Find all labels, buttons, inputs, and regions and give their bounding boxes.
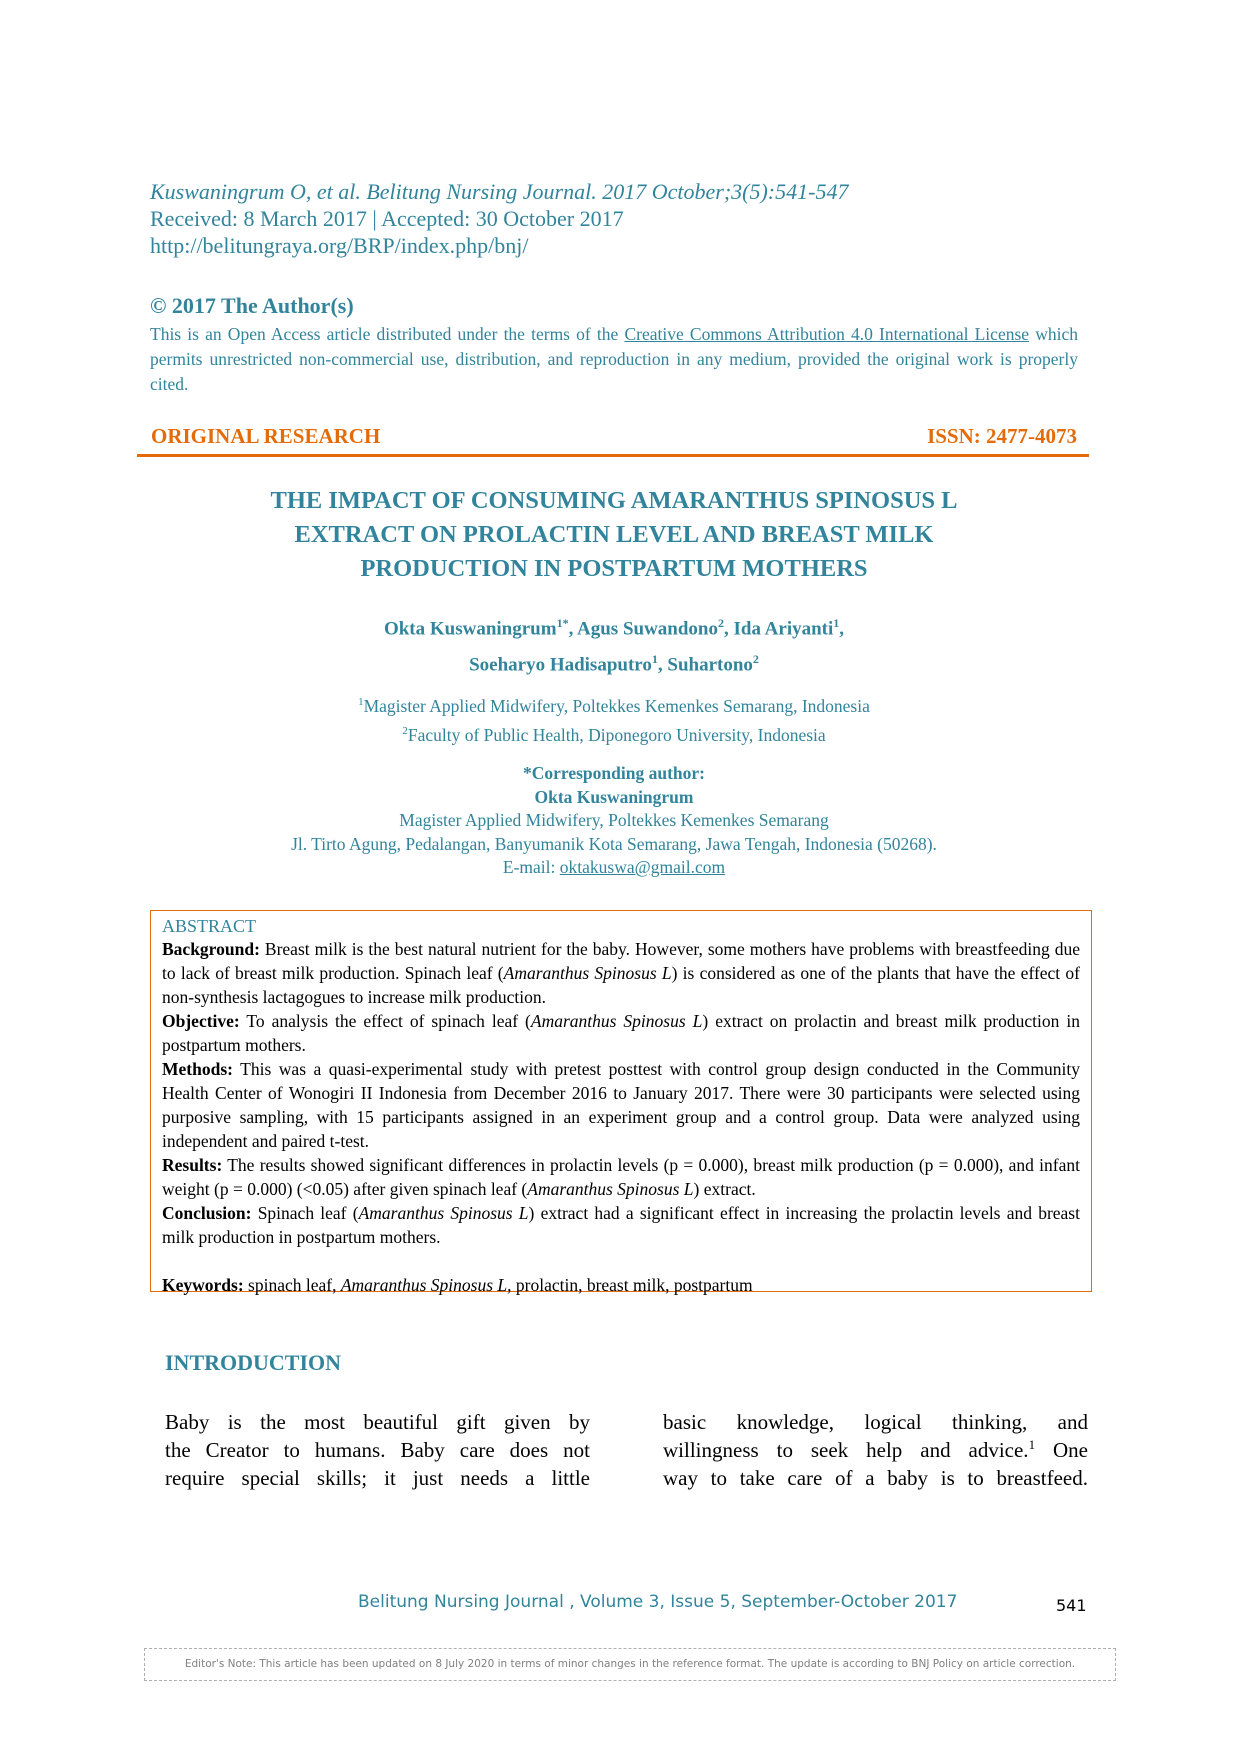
author-name: Soeharyo Hadisaputro — [469, 654, 652, 676]
author-name: Okta Kuswaningrum — [383, 618, 557, 640]
results-text: The results showed significant differences in prolactin levels (p = 0.000), breast milk production (p = 0.000), and infant weight (p = 0.000) (<0.05) after given spinach leaf ( — [162, 1155, 1080, 1199]
author-sep: , — [657, 654, 668, 676]
affiliations — [150, 690, 1078, 748]
species-name: Amaranthus Spinosus L — [530, 1011, 703, 1031]
methods-label: Methods: — [162, 1059, 233, 1079]
intro-column-left — [165, 1408, 590, 1492]
article-type-label: ORIGINAL RESEARCH — [151, 424, 381, 448]
intro-line: basic knowledge, logical thinking, and — [663, 1410, 1088, 1434]
email-label: E-mail: — [502, 857, 560, 877]
corresponding-heading: *Corresponding author: — [523, 763, 705, 783]
conclusion-text: ) extract had a significant effect in increasing the prolactin levels and breast milk production in postpartum mothers. — [162, 1203, 1080, 1247]
abstract-results — [162, 1153, 1080, 1201]
intro-line — [663, 1436, 1088, 1464]
affiliation-line — [150, 690, 1078, 719]
author-sup: 1* — [556, 616, 569, 630]
title-line: EXTRACT ON PROLACTIN LEVEL AND BREAST MILK — [294, 521, 934, 548]
title-line: PRODUCTION IN POSTPARTUM MOTHERS — [360, 555, 868, 582]
objective-text: To analysis the effect of spinach leaf ( — [239, 1011, 531, 1031]
corresponding-author — [150, 762, 1078, 880]
author-name: Suhartono — [667, 654, 753, 676]
article-title — [150, 484, 1078, 586]
species-name: Amaranthus Spinosus L — [527, 1179, 694, 1199]
affiliation-sup: 1 — [358, 696, 364, 708]
affiliation-line — [150, 719, 1078, 748]
abstract-conclusion — [162, 1201, 1080, 1249]
author-sup: 1 — [833, 616, 840, 630]
author-sup: 2 — [752, 652, 759, 667]
affiliation-text: Magister Applied Midwifery, Poltekkes Kemenkes Semarang, Indonesia — [363, 695, 870, 716]
intro-line: way to take care of a baby is to breastfeed. — [663, 1466, 1088, 1490]
results-label: Results: — [162, 1155, 223, 1175]
intro-text: willingness to seek help and advice. — [663, 1438, 1029, 1462]
author-sep: , — [724, 618, 734, 640]
editor-note: Editor's Note: This article has been updated on 8 July 2020 in terms of minor changes in the reference format. The update is according to BNJ Policy on article correction. — [144, 1648, 1116, 1681]
keywords-text: spinach leaf, — [243, 1275, 341, 1295]
license-text-post: which permits unrestricted non-commercial use, distribution, and reproduction in any medium, provided the original work is properly cited. — [150, 324, 1078, 394]
article-header — [150, 178, 848, 259]
author-sep: , — [568, 618, 578, 640]
author-line — [150, 608, 1078, 644]
corresponding-name: Okta Kuswaningrum — [534, 786, 694, 807]
conclusion-label: Conclusion: — [162, 1203, 252, 1223]
species-name: Amaranthus Spinosus L, — [340, 1275, 512, 1295]
corresponding-address: Jl. Tirto Agung, Pedalangan, Banyumanik Kota Semarang, Jawa Tengah, Indonesia (50268). — [291, 833, 937, 854]
results-text: ) extract. — [693, 1179, 756, 1199]
received-accepted-dates: Received: 8 March 2017 | Accepted: 30 October 2017 — [150, 206, 624, 231]
license-text-pre: This is an Open Access article distributed under the terms of the — [150, 324, 625, 344]
author-sup: 1 — [651, 652, 658, 667]
objective-text: ) extract on prolactin and breast milk production in postpartum mothers. — [162, 1011, 1080, 1055]
email-link[interactable]: oktakuswa@gmail.com — [559, 857, 726, 877]
citation-line: Kuswaningrum O, et al. Belitung Nursing Journal. 2017 October;3(5):541-547 — [150, 179, 849, 204]
author-name: Ida Ariyanti — [733, 618, 834, 640]
abstract-methods — [162, 1057, 1080, 1153]
affiliation-sup: 2 — [402, 724, 408, 737]
intro-line: require special skills; it just needs a little — [165, 1466, 590, 1490]
corresponding-email-line — [150, 856, 1078, 880]
section-bar — [137, 422, 1089, 457]
background-label: Background: — [162, 939, 260, 959]
journal-url[interactable]: http://belitungraya.org/BRP/index.php/bnj/ — [150, 233, 529, 258]
title-line: THE IMPACT OF CONSUMING AMARANTHUS SPINOSUS L — [270, 487, 958, 514]
license-text — [150, 322, 1078, 397]
author-sep: , — [839, 618, 845, 640]
intro-line: Baby is the most beautiful gift given by — [165, 1410, 590, 1434]
species-name: Amaranthus Spinosus L — [358, 1203, 529, 1223]
affiliation-text: Faculty of Public Health, Diponegoro University, Indonesia — [407, 724, 826, 745]
copyright-title: © 2017 The Author(s) — [150, 293, 354, 318]
introduction-heading: INTRODUCTION — [165, 1350, 342, 1375]
author-name: Agus Suwandono — [577, 618, 719, 640]
objective-label: Objective: — [162, 1011, 240, 1031]
reference-superscript: 1 — [1028, 1437, 1036, 1452]
abstract-objective — [162, 1009, 1080, 1057]
issn-label: ISSN: 2477-4073 — [927, 424, 1077, 448]
intro-line: the Creator to humans. Baby care does not — [165, 1438, 590, 1462]
keywords-text: prolactin, breast milk, postpartum — [511, 1275, 753, 1295]
copyright-block — [150, 292, 1078, 397]
methods-text: This was a quasi-experimental study with pretest posttest with control group design conducted in the Community Health Center of Wonogiri II Indonesia from December 2016 to January 2017. There were 30 participants were selected using purposive sampling, with 15 participants assigned in an experiment group and a control group. Data were analyzed using independent and paired t-test. — [162, 1059, 1080, 1151]
background-text: Breast milk is the best natural nutrient for the baby. However, some mothers have problems with breastfeeding due to lack of breast milk production. Spinach leaf ( — [162, 939, 1080, 983]
page-number: 541 — [1056, 1596, 1087, 1615]
footer-journal-info: Belitung Nursing Journal , Volume 3, Issue 5, September-October 2017 — [358, 1592, 958, 1612]
abstract-box — [150, 910, 1092, 1295]
keywords-label: Keywords: — [162, 1275, 244, 1295]
license-link[interactable]: Creative Commons Attribution 4.0 International License — [624, 324, 1030, 344]
abstract-background — [162, 937, 1080, 1009]
corresponding-institution: Magister Applied Midwifery, Poltekkes Kemenkes Semarang — [399, 810, 829, 830]
author-list — [150, 608, 1078, 681]
author-sup: 2 — [718, 616, 725, 630]
author-line — [150, 644, 1078, 680]
species-name: Amaranthus Spinosus L — [503, 963, 672, 983]
abstract-heading: ABSTRACT — [162, 916, 257, 936]
intro-column-right — [663, 1408, 1088, 1492]
abstract-keywords — [162, 1273, 1080, 1297]
intro-text: One — [1035, 1438, 1088, 1462]
conclusion-text: Spinach leaf ( — [251, 1203, 359, 1223]
background-text: ) is considered as one of the plants that have the effect of non-synthesis lactagogues to increase milk production. — [162, 963, 1080, 1007]
